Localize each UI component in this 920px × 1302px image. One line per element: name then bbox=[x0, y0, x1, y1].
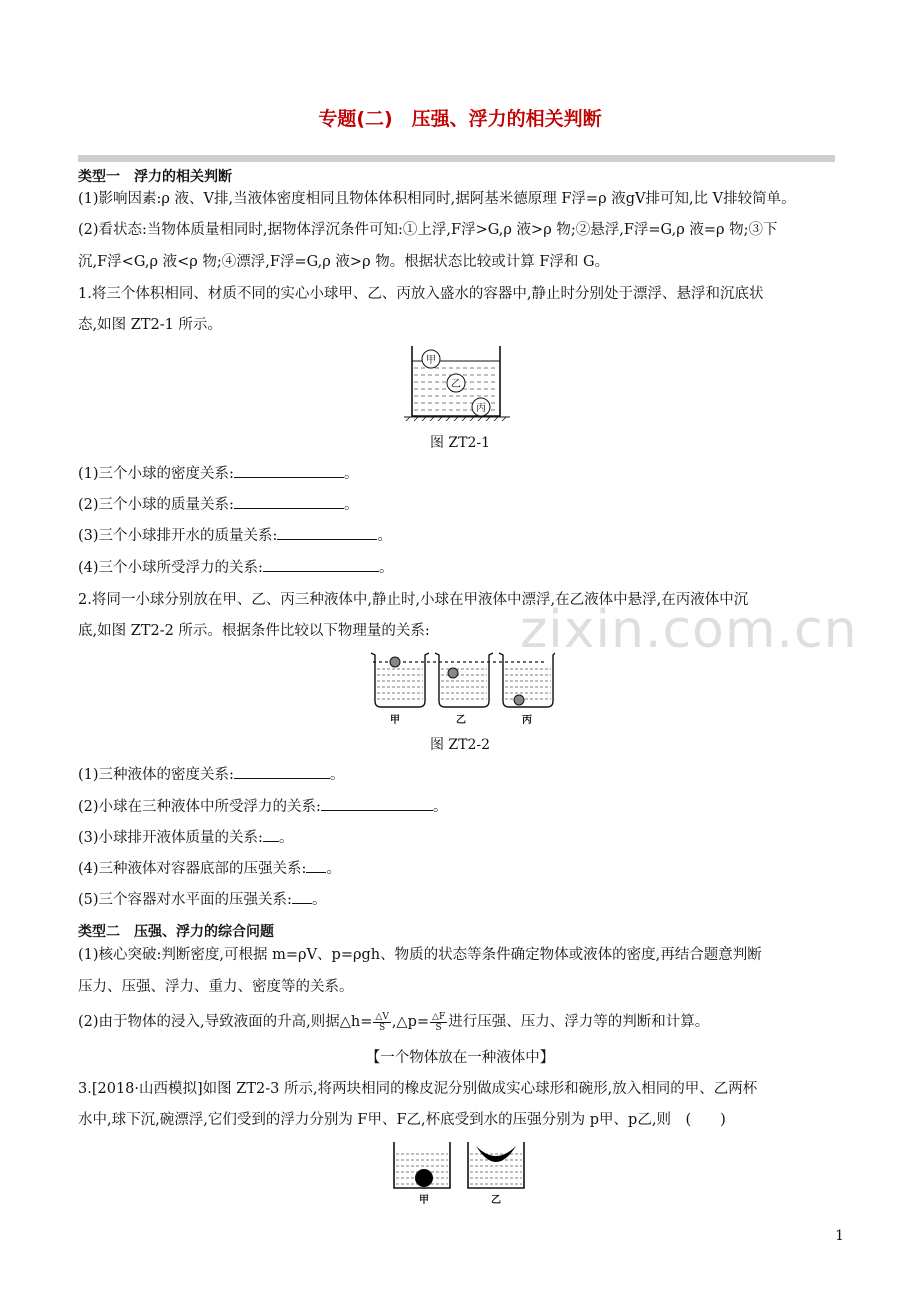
q3-line-a: 3.[2018·山西模拟]如图 ZT2-3 所示,将两块相同的橡皮泥分别做成实心球形和碗形,放入相同的甲、乙两杯 bbox=[78, 1081, 758, 1097]
q1-sub4: (4)三个小球所受浮力的关系: 。 bbox=[78, 557, 848, 579]
q2-sub1: (1)三种液体的密度关系: 。 bbox=[78, 764, 848, 786]
q3-line-b: 水中,球下沉,碗漂浮,它们受到的浮力分别为 F甲、F乙,杯底受到水的压强分别为 p甲、p乙,则 ( ) bbox=[78, 1112, 726, 1128]
cup-yi bbox=[468, 1142, 524, 1188]
type2-heading: 类型二 压强、浮力的综合问题 bbox=[78, 924, 274, 940]
q1-stem-b: 态,如图 ZT2-1 所示。 bbox=[78, 317, 222, 333]
figure-zt2-2 bbox=[365, 645, 555, 727]
q2-stem-a: 2.将同一小球分别放在甲、乙、丙三种液体中,静止时,小球在甲液体中漂浮,在乙液体中悬浮,在丙液体中沉 bbox=[78, 592, 749, 608]
type1-paragraph-2b: 沉,F浮<G,ρ 液<ρ 物;④漂浮,F浮=G,ρ 液>ρ 物。根据状态比较或计算 F浮和 G。 bbox=[78, 254, 610, 270]
answer-blank[interactable] bbox=[306, 858, 326, 873]
beaker-bing-label: 丙 bbox=[522, 715, 532, 726]
answer-blank[interactable] bbox=[263, 827, 279, 842]
page-title: 专题(二) 压强、浮力的相关判断 bbox=[318, 108, 602, 130]
answer-blank[interactable] bbox=[263, 557, 379, 572]
answer-blank[interactable] bbox=[234, 463, 344, 478]
beaker-bing bbox=[499, 653, 555, 707]
type2-paragraph-2: (2)由于物体的浸入,导致液面的升高,则据△h= $\frac{\triangle V}{S}$ ,△p= $\frac{\triangle F}{S}$ 进行压强、压力、浮力等的判断和计算。 bbox=[78, 1011, 710, 1033]
figure-zt2-1 bbox=[400, 342, 516, 422]
beaker-jia-label: 甲 bbox=[390, 715, 400, 726]
watermark: zixin.com.cn bbox=[520, 600, 858, 660]
figure-caption-zt2-1: 图 ZT2-1 bbox=[429, 435, 491, 451]
type2-paragraph-1a: (1)核心突破:判断密度,可根据 m=ρV、p=ρgh、物质的状态等条件确定物体或液体的密度,再结合题意判断 bbox=[78, 947, 762, 963]
fraction-delta-h: $\frac{\triangle V}{S}$ bbox=[375, 1011, 389, 1033]
figure-caption-zt2-2: 图 ZT2-2 bbox=[429, 737, 491, 753]
type1-paragraph-2a: (2)看状态:当物体质量相同时,据物体浮沉条件可知:①上浮,F浮>G,ρ 液>ρ 物;②悬浮,F浮=G,ρ 液=ρ 物;③下 bbox=[78, 222, 778, 238]
type1-paragraph-1: (1)影响因素:ρ 液、V排,当液体密度相同且物体体积相同时,据阿基米德原理 F浮=ρ 液gV排可知,比 V排较简单。 bbox=[78, 191, 796, 207]
ball-bing-label: 丙 bbox=[476, 403, 486, 414]
figure-zt2-3 bbox=[392, 1140, 532, 1206]
beaker-yi bbox=[435, 653, 493, 707]
q1-stem-a: 1.将三个体积相同、材质不同的实心小球甲、乙、丙放入盛水的容器中,静止时分别处于漂浮、悬浮和沉底状 bbox=[78, 286, 764, 302]
beaker-jia bbox=[371, 653, 429, 707]
cup-jia bbox=[394, 1142, 450, 1188]
q2-sub5: (5)三个容器对水平面的压强关系: 。 bbox=[78, 889, 848, 911]
q2-sub3: (3)小球排开液体质量的关系: 。 bbox=[78, 827, 848, 849]
q1-sub2: (2)三个小球的质量关系: 。 bbox=[78, 494, 848, 516]
type1-heading: 类型一 浮力的相关判断 bbox=[78, 169, 232, 185]
beaker-yi-label: 乙 bbox=[456, 715, 466, 726]
fraction-delta-p: $\frac{\triangle F}{S}$ bbox=[432, 1011, 446, 1033]
type2-paragraph-1b: 压力、压强、浮力、重力、密度等的关系。 bbox=[78, 979, 354, 995]
answer-blank[interactable] bbox=[277, 525, 377, 540]
answer-blank[interactable] bbox=[321, 796, 433, 811]
q2-sub2: (2)小球在三种液体中所受浮力的关系: 。 bbox=[78, 796, 848, 818]
answer-blank[interactable] bbox=[234, 764, 330, 779]
q2-sub4: (4)三种液体对容器底部的压强关系: 。 bbox=[78, 858, 848, 880]
cup-jia-label: 甲 bbox=[419, 1195, 429, 1206]
q2-stem-b: 底,如图 ZT2-2 所示。根据条件比较以下物理量的关系: bbox=[78, 623, 430, 639]
section-heading: 【一个物体放在一种液体中】 bbox=[365, 1050, 555, 1066]
cup-yi-label: 乙 bbox=[491, 1195, 501, 1206]
q1-sub1: (1)三个小球的密度关系: 。 bbox=[78, 463, 848, 485]
page-number: 1 bbox=[835, 1228, 844, 1244]
q1-sub3: (3)三个小球排开水的质量关系: 。 bbox=[78, 525, 848, 547]
ball-jia-label: 甲 bbox=[426, 355, 436, 366]
answer-blank[interactable] bbox=[234, 494, 344, 509]
ball-yi-label: 乙 bbox=[451, 379, 461, 390]
answer-blank[interactable] bbox=[292, 889, 312, 904]
title-divider bbox=[78, 155, 835, 162]
